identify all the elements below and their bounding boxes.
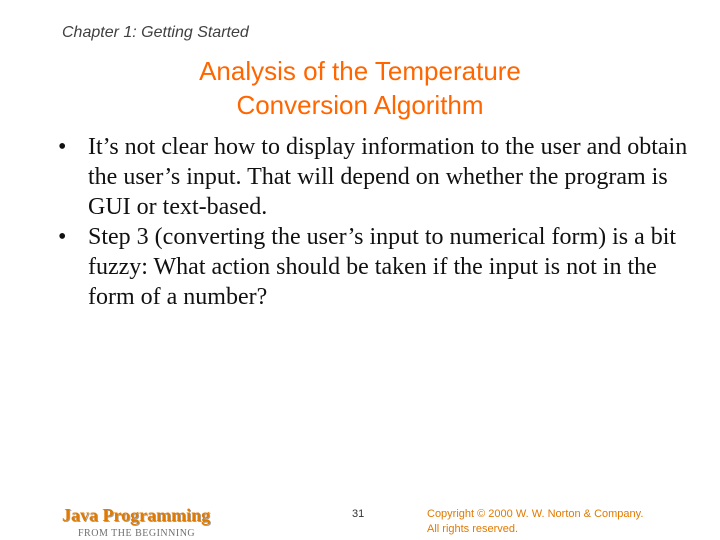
chapter-heading: Chapter 1: Getting Started bbox=[62, 24, 249, 41]
copyright-line-2: All rights reserved. bbox=[427, 523, 519, 535]
page-number: 31 bbox=[352, 508, 365, 520]
bullet-item bbox=[58, 132, 688, 222]
slide-title-line-1: Analysis of the Temperature bbox=[199, 56, 521, 86]
book-subtitle: FROM THE BEGINNING bbox=[78, 528, 196, 539]
slide-title bbox=[0, 54, 720, 122]
bullet-item bbox=[58, 222, 688, 312]
bullet-list bbox=[58, 132, 688, 312]
bullet-marker: • bbox=[58, 224, 67, 250]
book-title: Java Programming bbox=[62, 505, 211, 525]
slide-title-line-2: Conversion Algorithm bbox=[236, 90, 484, 120]
bullet-text: It’s not clear how to display information to the user and obtain the user’s input. That will depend on whether the program is GUI or text-based. bbox=[88, 134, 688, 220]
copyright-notice bbox=[427, 507, 643, 537]
bullet-marker: • bbox=[58, 134, 67, 160]
bullet-text: Step 3 (converting the user’s input to numerical form) is a bit fuzzy: What action should be taken if the input is not in the form of a number? bbox=[88, 224, 677, 310]
copyright-line-1: Copyright © 2000 W. W. Norton & Company. bbox=[427, 508, 644, 520]
